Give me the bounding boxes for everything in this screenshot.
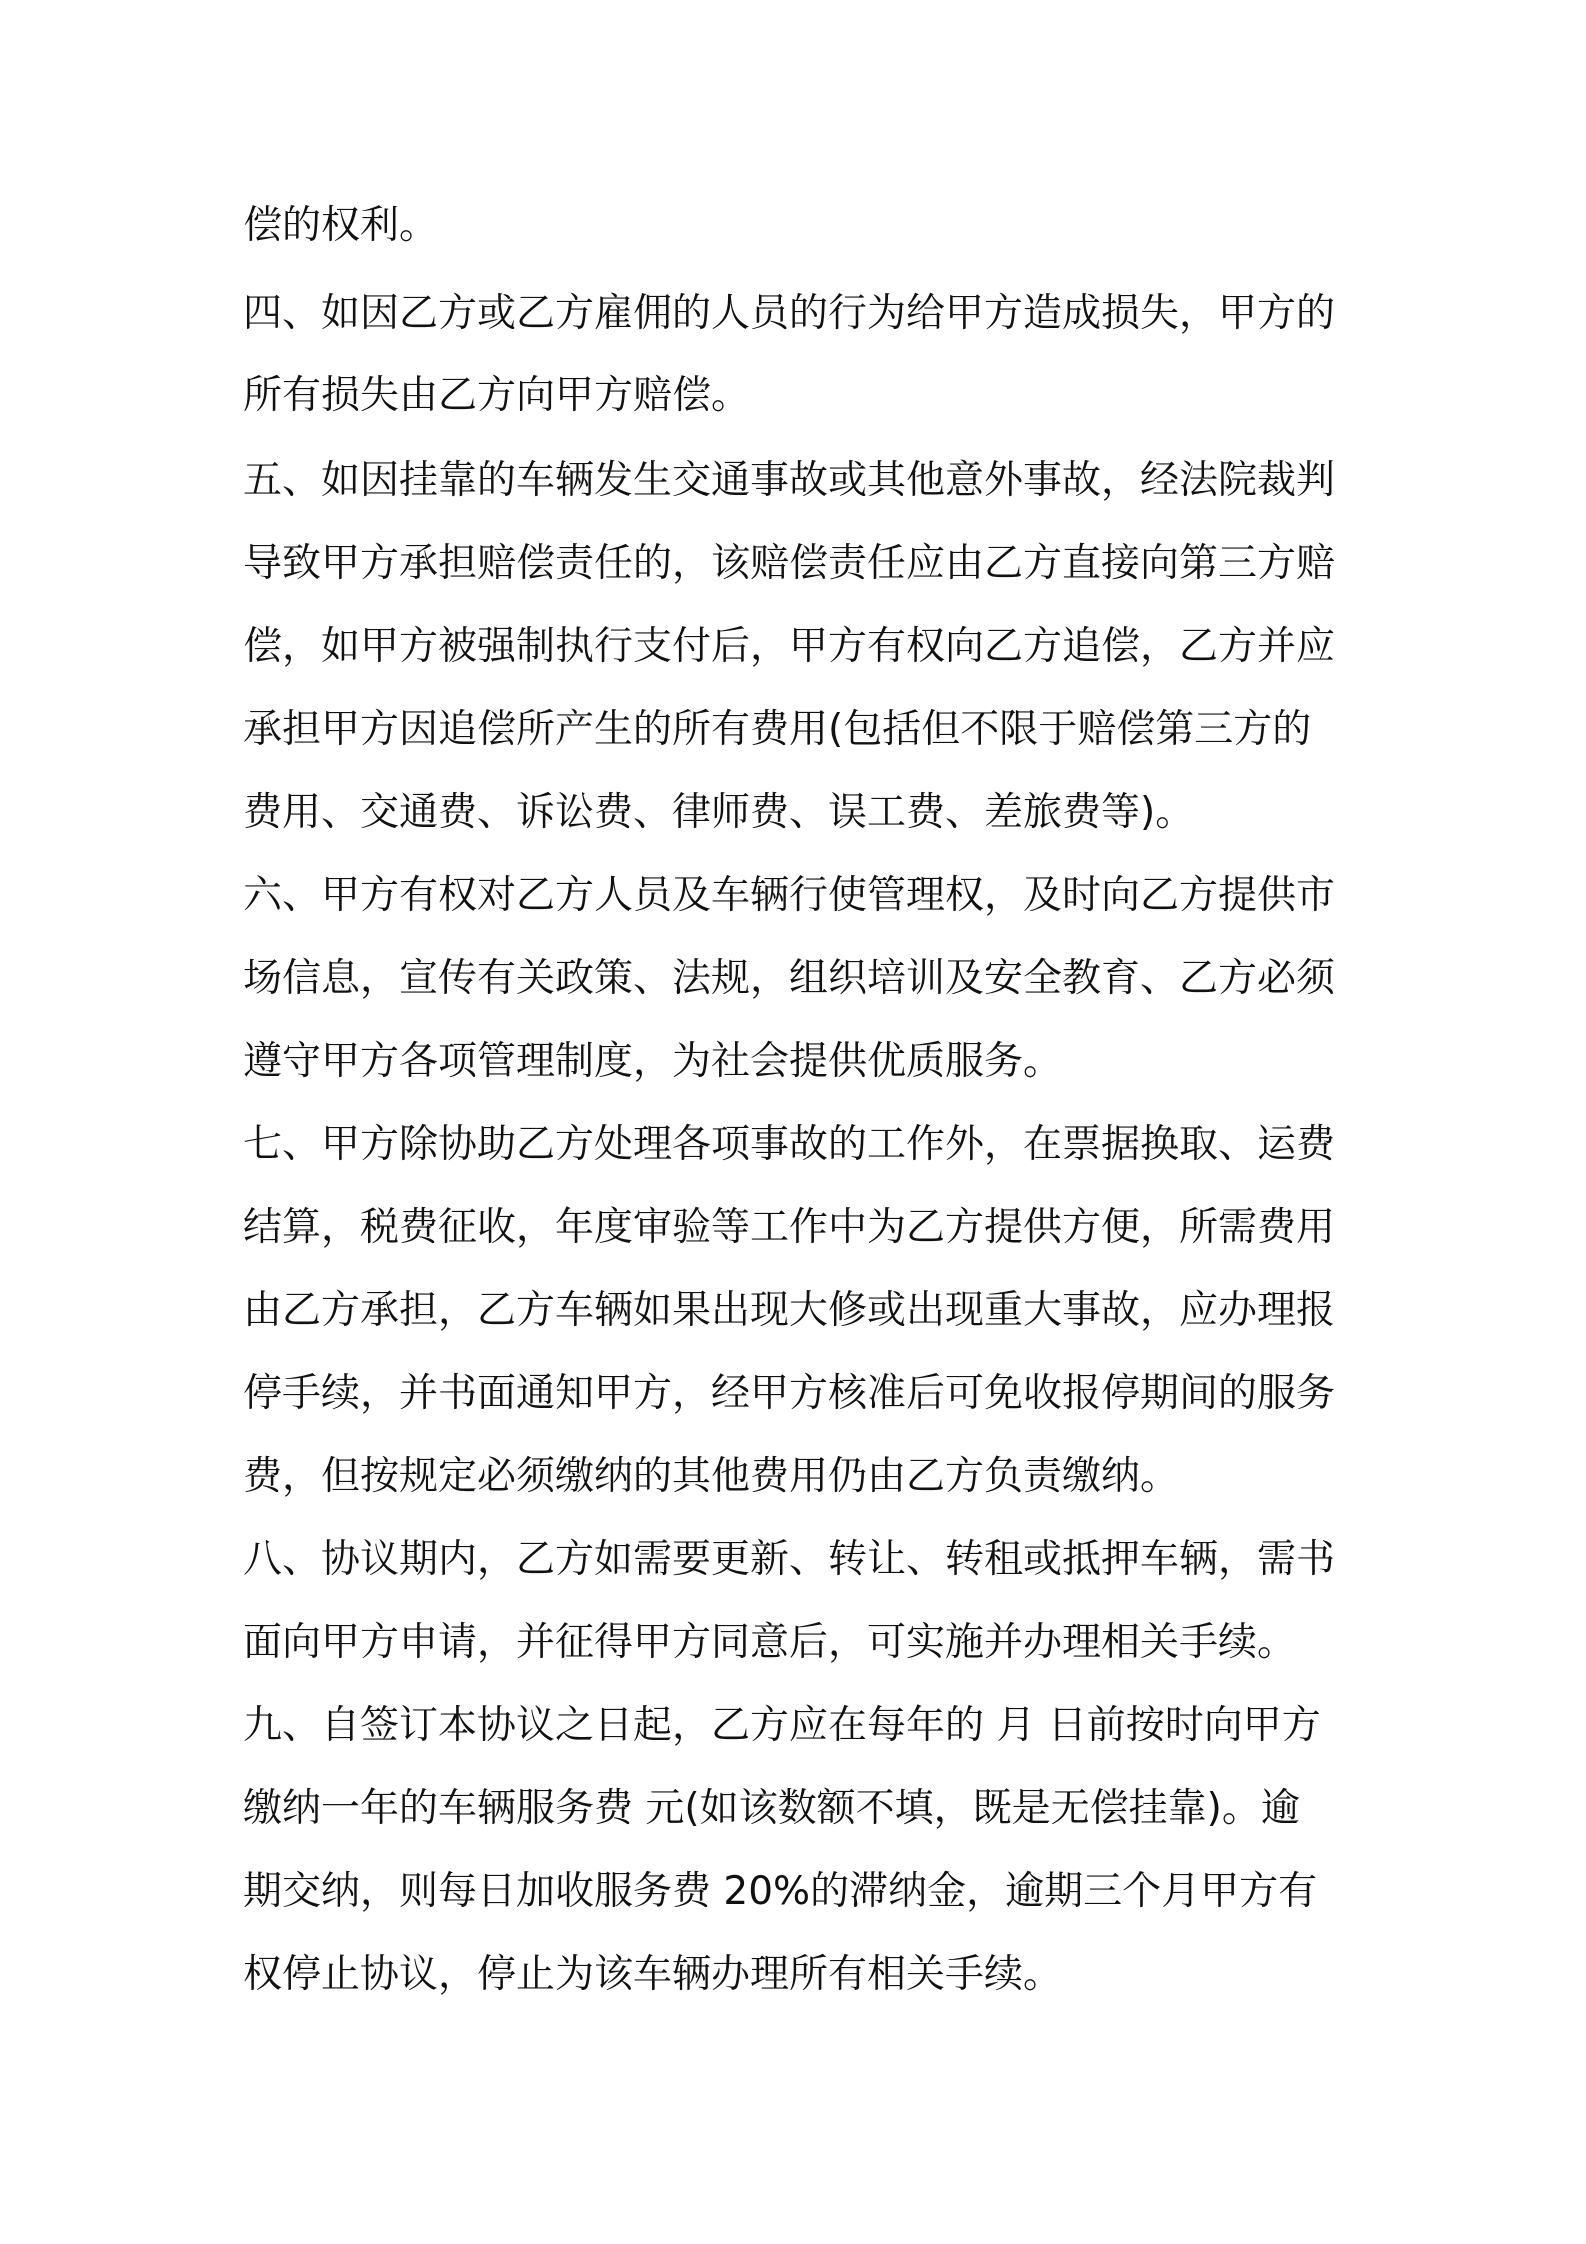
- text-line-6: 偿，如甲方被强制执行支付后，甲方有权向乙方追偿，乙方并应: [243, 624, 1336, 669]
- text-line-4: 五、如因挂靠的车辆发生交通事故或其他意外事故，经法院裁判: [243, 458, 1336, 503]
- text-line-18: 面向甲方申请，并征得甲方同意后，可实施并办理相关手续。: [243, 1620, 1297, 1665]
- text-line-5: 导致甲方承担赔偿责任的，该赔偿责任应由乙方直接向第三方赔: [243, 541, 1336, 586]
- text-line-20: 缴纳一年的车辆服务费 元(如该数额不填，既是无偿挂靠)。逾: [243, 1786, 1300, 1831]
- text-line-12: 七、甲方除协助乙方处理各项事故的工作外，在票据换取、运费: [243, 1122, 1336, 1167]
- text-line-14: 由乙方承担，乙方车辆如果出现大修或出现重大事故，应办理报: [243, 1288, 1336, 1333]
- text-line-19: 九、自签订本协议之日起，乙方应在每年的 月 日前按时向甲方: [243, 1703, 1321, 1748]
- text-line-1: 偿的权利。: [243, 203, 439, 248]
- text-line-22: 权停止协议，停止为该车辆办理所有相关手续。: [243, 1952, 1063, 1997]
- text-line-3: 所有损失由乙方向甲方赔偿。: [243, 373, 751, 418]
- text-line-9: 六、甲方有权对乙方人员及车辆行使管理权，及时向乙方提供市: [243, 873, 1336, 918]
- text-line-8: 费用、交通费、诉讼费、律师费、误工费、差旅费等)。: [243, 790, 1195, 835]
- text-line-16: 费，但按规定必须缴纳的其他费用仍由乙方负责缴纳。: [243, 1454, 1180, 1499]
- text-line-11: 遵守甲方各项管理制度，为社会提供优质服务。: [243, 1039, 1063, 1084]
- text-line-10: 场信息，宣传有关政策、法规，组织培训及安全教育、乙方必须: [243, 956, 1336, 1001]
- text-line-15: 停手续，并书面通知甲方，经甲方核准后可免收报停期间的服务: [243, 1371, 1336, 1416]
- text-line-13: 结算，税费征收，年度审验等工作中为乙方提供方便，所需费用: [243, 1205, 1336, 1250]
- text-line-17: 八、协议期内，乙方如需要更新、转让、转租或抵押车辆，需书: [243, 1537, 1336, 1582]
- text-line-21: 期交纳，则每日加收服务费 20%的滞纳金，逾期三个月甲方有: [243, 1869, 1318, 1914]
- text-line-7: 承担甲方因追偿所产生的所有费用(包括但不限于赔偿第三方的: [243, 707, 1312, 752]
- text-line-2: 四、如因乙方或乙方雇佣的人员的行为给甲方造成损失，甲方的: [243, 291, 1336, 336]
